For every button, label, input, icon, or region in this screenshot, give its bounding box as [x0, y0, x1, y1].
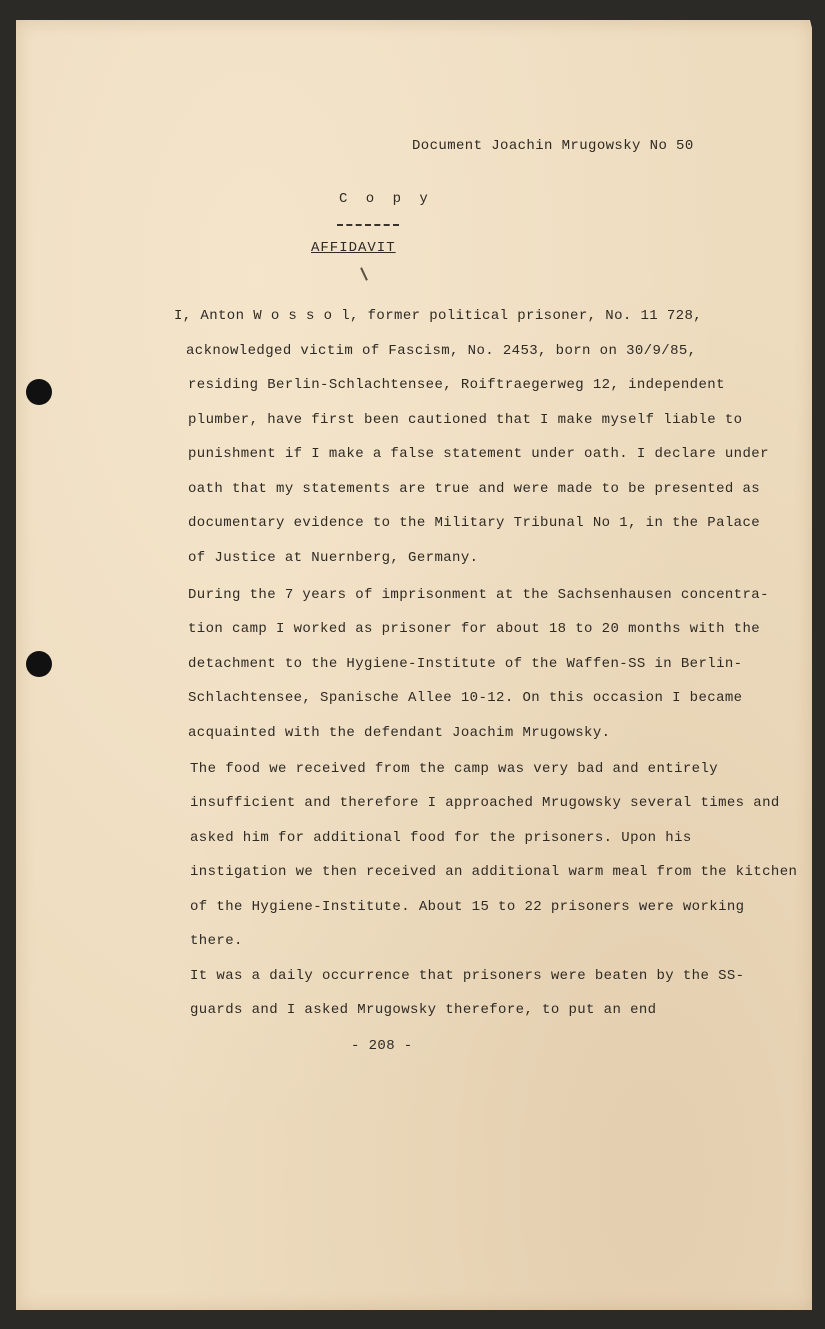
text-line: insufficient and therefore I approached Mrugowsky several times and [190, 795, 780, 811]
text-line: detachment to the Hygiene-Institute of the Waffen-SS in Berlin- [188, 656, 743, 672]
text-line: there. [190, 933, 243, 949]
text-line: of the Hygiene-Institute. About 15 to 22 prisoners were working [190, 899, 745, 915]
text-line: of Justice at Nuernberg, Germany. [188, 550, 479, 566]
text-line: plumber, have first been cautioned that I make myself liable to [188, 412, 743, 428]
text-line: During the 7 years of imprisonment at the Sachsenhausen concentra- [188, 587, 769, 603]
text-line: documentary evidence to the Military Tribunal No 1, in the Palace [188, 515, 761, 531]
text-line: Schlachtensee, Spanische Allee 10-12. On this occasion I became [188, 690, 743, 706]
document-header: Document Joachin Mrugowsky No 50 [412, 138, 694, 154]
text-line: punishment if I make a false statement under oath. I declare under [188, 446, 769, 462]
text-line: residing Berlin-Schlachtensee, Roiftraegerweg 12, independent [188, 377, 725, 393]
punch-hole [26, 651, 52, 677]
punch-hole [26, 379, 52, 405]
text-line: It was a daily occurrence that prisoners were beaten by the SS- [190, 968, 745, 984]
text-line: oath that my statements are true and were made to be presented as [188, 481, 761, 497]
text-line: tion camp I worked as prisoner for about 18 to 20 months with the [188, 621, 761, 637]
text-line: acknowledged victim of Fascism, No. 2453, born on 30/9/85, [186, 343, 697, 359]
copy-label: C o p y [339, 191, 433, 207]
torn-edge [520, 0, 796, 16]
document-title: AFFIDAVIT [311, 240, 396, 256]
text-line: asked him for additional food for the prisoners. Upon his [190, 830, 692, 846]
text-line: acquainted with the defendant Joachim Mrugowsky. [188, 725, 611, 741]
text-line: guards and I asked Mrugowsky therefore, to put an end [190, 1002, 657, 1018]
copy-underline [337, 224, 399, 226]
text-line: The food we received from the camp was very bad and entirely [190, 761, 719, 777]
text-line: instigation we then received an additional warm meal from the kitchen [190, 864, 798, 880]
text-line: I, Anton W o s s o l, former political prisoner, No. 11 728, [174, 308, 703, 324]
page-number: - 208 - [351, 1038, 413, 1054]
